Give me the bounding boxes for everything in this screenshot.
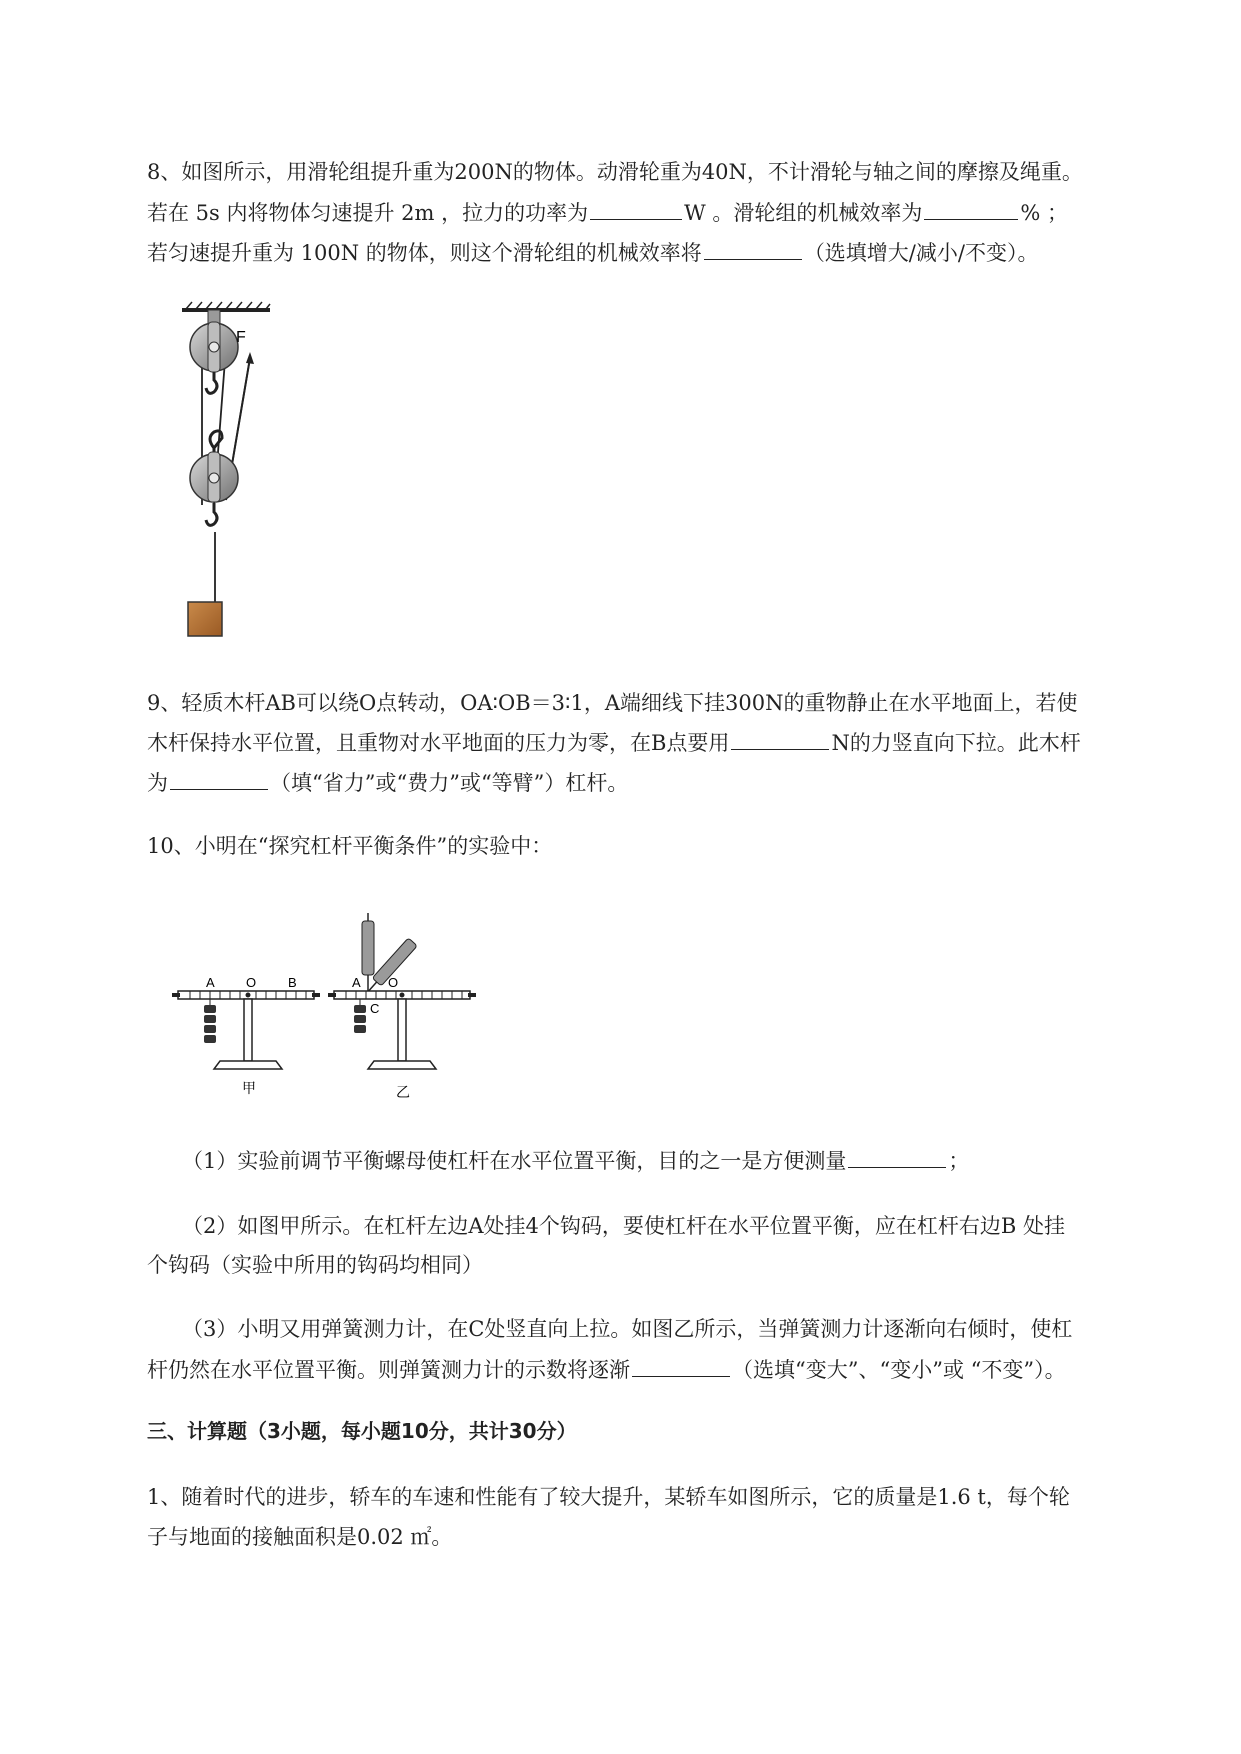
q10-sub1-line (182, 1145, 969, 1176)
load-block (188, 602, 222, 636)
fig-a-label-o: O (246, 975, 257, 990)
q8-line-3 (147, 237, 1038, 268)
q10-sub3-blank[interactable] (632, 1354, 730, 1377)
q10-sub2-text-b: 个钩码（实验中所用的钩码均相同） (147, 1253, 483, 1277)
q8-text-3a: 若匀速提升重为 100N 的物体，则这个滑轮组的机械效率将 (147, 241, 702, 265)
pulley-figure (170, 300, 300, 640)
q8-efficiency-blank[interactable] (924, 197, 1018, 220)
movable-pulley (190, 431, 238, 525)
fig-a-label-a: A (206, 975, 215, 990)
q10-intro: 10、小明在“探究杠杆平衡条件”的实验中： (147, 834, 553, 858)
spring-scale-vertical (362, 913, 374, 991)
q9-text-2b: N的力竖直向下拉。此木杆 (831, 731, 1081, 755)
fig-a-label-b: B (288, 975, 297, 990)
section3-q1-text-2: 子与地面的接触面积是0.02 ㎡。 (147, 1525, 453, 1549)
q9-text-3a: 为 (147, 771, 168, 795)
fig-b-label-a: A (352, 975, 361, 990)
section3-q1-text-1: 1、随着时代的进步，轿车的车速和性能有了较大提升，某轿车如图所示，它的质量是1.6 t，每个轮 (147, 1485, 1070, 1509)
q10-sub2-text-a: （2）如图甲所示。在杠杆左边A处挂4个钩码，要使杠杆在水平位置平衡，应在杠杆右边B 处挂 (182, 1214, 1065, 1238)
lever-figures (170, 905, 520, 1105)
q10-sub2-line-1 (182, 1211, 1065, 1241)
q9-force-blank[interactable] (731, 727, 829, 750)
ceiling-mount (182, 302, 270, 310)
q8-change-blank[interactable] (704, 237, 802, 260)
q8-text-2a: 若在 5s 内将物体匀速提升 2m ，拉力的功率为 (147, 201, 589, 225)
q10-sub3-line-2 (147, 1354, 1066, 1385)
q9-text-2a: 木杆保持水平位置，且重物对水平地面的压力为零，在B点要用 (147, 731, 730, 755)
q9-text-3b: （填“省力”或“费力”或“等臂”）杠杆。 (270, 771, 629, 795)
q9-line-1 (147, 688, 1077, 718)
force-label: F (236, 329, 246, 346)
q10-sub3-text-a: （3）小明又用弹簧测力计，在C处竖直向上拉。如图乙所示，当弹簧测力计逐渐向右倾时，使杠 (182, 1317, 1073, 1341)
q10-sub1-text-b: ； (948, 1149, 970, 1173)
fig-b-caption: 乙 (396, 1084, 410, 1100)
section3-q1-line-1 (147, 1482, 1070, 1512)
q9-line-3 (147, 767, 628, 798)
q8-line-1 (147, 157, 1083, 187)
fixed-pulley (190, 310, 238, 393)
q10-sub3-text-b: 杆仍然在水平位置平衡。则弹簧测力计的示数将逐渐 (147, 1358, 630, 1382)
fig-b-label-o: O (388, 975, 399, 990)
q10-sub1-text-a: （1）实验前调节平衡螺母使杠杆在水平位置平衡，目的之一是方便测量 (182, 1149, 847, 1173)
q8-text-2b: W 。滑轮组的机械效率为 (684, 201, 923, 225)
lever-figure-b (328, 913, 476, 1100)
lever-figure-a (172, 975, 320, 1096)
q9-line-2 (147, 727, 1081, 758)
section3-q1-line-2 (147, 1522, 452, 1552)
q10-sub1-blank[interactable] (848, 1145, 946, 1168)
q8-text-2c: % ； (1020, 201, 1069, 225)
fig-a-caption: 甲 (242, 1080, 256, 1096)
q10-sub2-line-2 (147, 1250, 483, 1280)
q8-line-2 (147, 197, 1068, 228)
q9-lever-type-blank[interactable] (170, 767, 268, 790)
fig-b-label-c: C (370, 1001, 380, 1016)
q9-text-1: 9、轻质木杆AB可以绕O点转动，OA∶OB＝3∶1，A端细线下挂300N的重物静止在水平地面上，若使 (147, 691, 1078, 715)
q10-intro-line (147, 831, 552, 861)
q8-text-1: 8、如图所示，用滑轮组提升重为200N的物体。动滑轮重为40N，不计滑轮与轴之间的摩擦及绳重。 (147, 160, 1083, 184)
q8-power-blank[interactable] (590, 197, 682, 220)
q10-sub3-line-1 (182, 1314, 1072, 1344)
q8-text-3b: （选填增大/减小/不变）。 (803, 241, 1039, 265)
q10-sub3-text-c: （选填“变大”、“变小”或 “不变”）。 (732, 1358, 1066, 1382)
section-3-heading: 三、计算题（3小题，每小题10分，共计30分） (147, 1419, 577, 1443)
